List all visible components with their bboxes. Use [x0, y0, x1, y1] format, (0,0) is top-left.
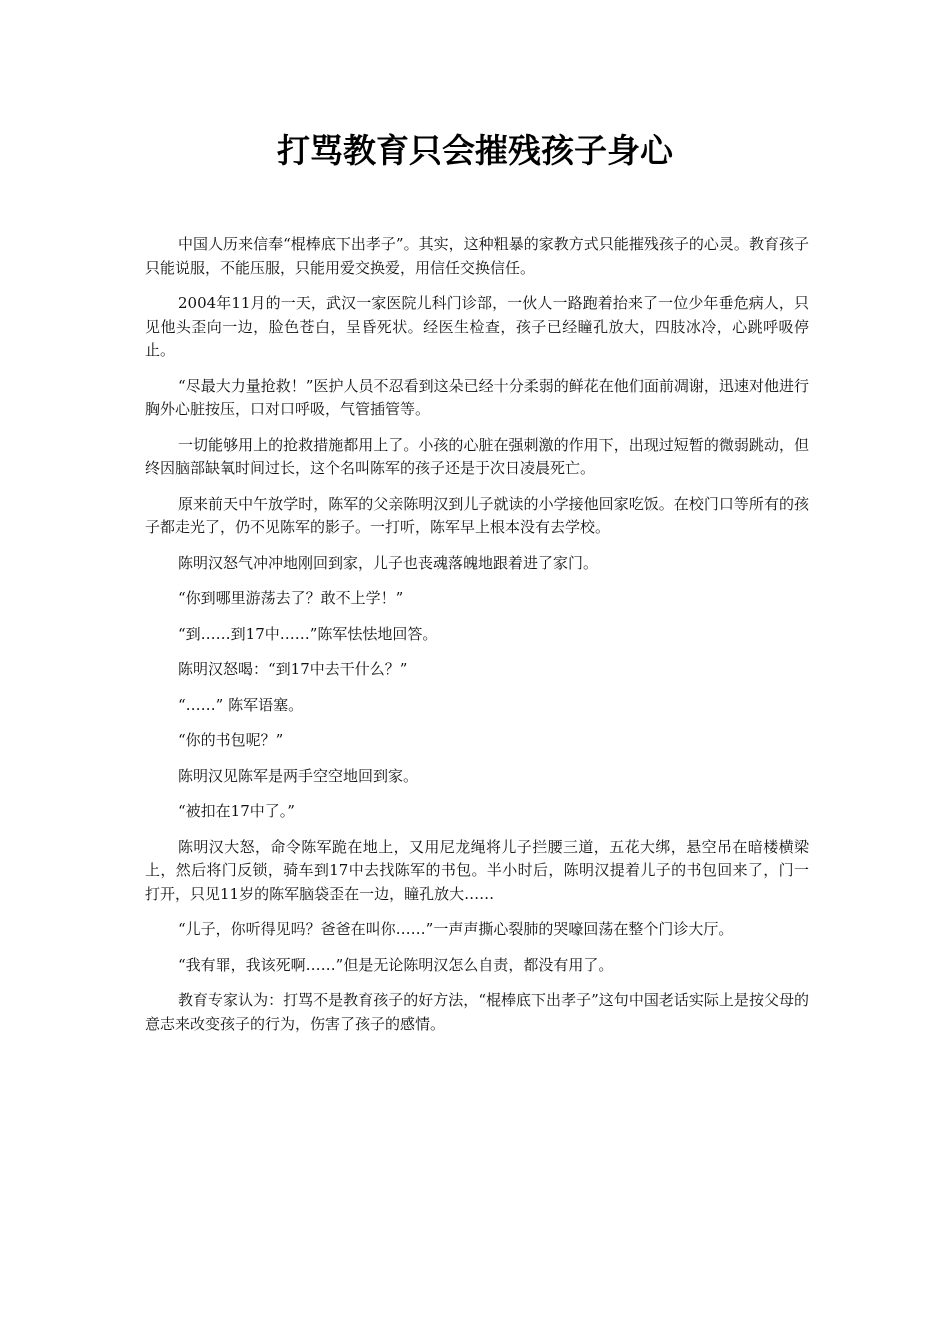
paragraph: 原来前天中午放学时，陈军的父亲陈明汉到儿子就读的小学接他回家吃饭。在校门口等所有的孩子都走光了，仍不见陈军的影子。一打听，陈军早上根本没有去学校。	[145, 494, 809, 536]
paragraph: “……” 陈军语塞。	[178, 695, 304, 714]
paragraph: “儿子，你听得见吗？爸爸在叫你……”一声声撕心裂肺的哭嚎回荡在整个门诊大厅。	[178, 920, 734, 938]
paragraph: 陈明汉见陈军是两手空空地回到家。	[178, 766, 419, 785]
paragraph: 陈明汉怒气冲冲地刚回到家，儿子也丧魂落魄地跟着进了家门。	[178, 553, 599, 572]
paragraph: “我有罪，我该死啊……”但是无论陈明汉怎么自责，都没有用了。	[178, 955, 614, 974]
document-body	[145, 233, 809, 1048]
paragraph: 陈明汉大怒，命令陈军跪在地上，又用尼龙绳将儿子拦腰三道，五花大绑，悬空吊在暗楼横梁上，然后将门反锁，骑车到17中去找陈军的书包。半小时后，陈明汉提着儿子的书包回来了，门一打开，只见11岁的陈军脑袋歪在一边，瞳孔放大……	[145, 837, 809, 903]
paragraph: “你的书包呢？”	[178, 731, 284, 749]
paragraph: 陈明汉怒喝：“到17中去干什么？”	[178, 660, 408, 678]
paragraph: “你到哪里游荡去了？敢不上学！”	[178, 589, 404, 607]
paragraph: 教育专家认为：打骂不是教育孩子的好方法，“棍棒底下出孝子”这句中国老话实际上是按父母的意志来改变孩子的行为，伤害了孩子的感情。	[145, 991, 809, 1033]
paragraph: “尽最大力量抢救！”医护人员不忍看到这朵已经十分柔弱的鲜花在他们面前凋谢，迅速对他进行胸外心脏按压，口对口呼吸，气管插管等。	[145, 376, 809, 418]
paragraph: 一切能够用上的抢救措施都用上了。小孩的心脏在强刺激的作用下，出现过短暂的微弱跳动，但终因脑部缺氧时间过长，这个名叫陈军的孩子还是于次日凌晨死亡。	[145, 435, 809, 477]
paragraph: 2004年11月的一天，武汉一家医院儿科门诊部，一伙人一路跑着抬来了一位少年垂危病人，只见他头歪向一边，脸色苍白，呈昏死状。经医生检查，孩子已经瞳孔放大，四肢冰冷，心跳呼吸停止。	[145, 294, 809, 359]
paragraph: “到……到17中……”陈军怯怯地回答。	[178, 624, 438, 643]
paragraph: “被扣在17中了。”	[178, 802, 295, 820]
paragraph: 中国人历来信奉“棍棒底下出孝子”。其实，这种粗暴的家教方式只能摧残孩子的心灵。教育孩子只能说服，不能压服，只能用爱交换爱，用信任交换信任。	[145, 235, 809, 277]
document-title: 打骂教育只会摧残孩子身心	[277, 131, 673, 170]
